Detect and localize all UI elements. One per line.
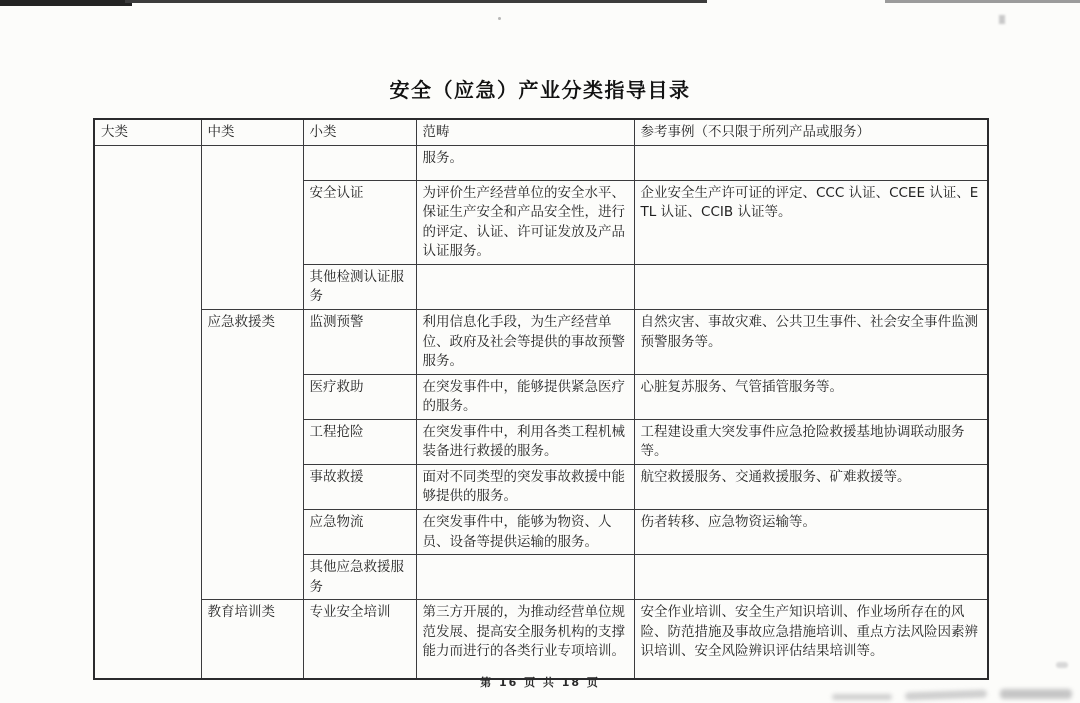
cell-scope: 面对不同类型的突发事故救援中能够提供的服务。 — [416, 464, 634, 509]
table-row — [94, 309, 988, 374]
page-number-footer: 第 16 页 共 18 页 — [480, 676, 600, 689]
cell-subcategory: 其他检测认证服务 — [303, 264, 416, 309]
cell-subcategory — [303, 145, 416, 180]
cell-scope — [416, 555, 634, 600]
page-title: 安全（应急）产业分类指导目录 — [389, 78, 691, 102]
scan-artifact-mark — [999, 15, 1005, 24]
cell-middle-category: 应急救援类 — [201, 309, 303, 599]
cell-examples: 自然灾害、事故灾难、公共卫生事件、社会安全事件监测预警服务等。 — [634, 309, 988, 374]
scan-artifact-top-band — [0, 0, 132, 6]
cell-scope: 第三方开展的，为推动经营单位规范发展、提高安全服务机构的支撑能力而进行的各类行业专项培训。 — [416, 600, 634, 679]
scan-artifact-smudge — [1056, 662, 1068, 668]
cell-scope: 为评价生产经营单位的安全水平、保证生产安全和产品安全性，进行的评定、认证、许可证发放及产品认证服务。 — [416, 180, 634, 264]
header-cell-major-category: 大类 — [94, 119, 201, 145]
cell-subcategory: 医疗救助 — [303, 374, 416, 419]
cell-scope: 利用信息化手段，为生产经营单位、政府及社会等提供的事故预警服务。 — [416, 309, 634, 374]
cell-subcategory: 事故救援 — [303, 464, 416, 509]
cell-examples: 安全作业培训、安全生产知识培训、作业场所存在的风险、防范措施及事故应急措施培训、重点方法风险因素辨识培训、安全风险辨识评估结果培训等。 — [634, 600, 988, 679]
cell-middle-category — [201, 145, 303, 309]
scan-artifact-dot — [498, 17, 501, 20]
cell-subcategory: 安全认证 — [303, 180, 416, 264]
cell-scope: 服务。 — [416, 145, 634, 180]
cell-scope: 在突发事件中，能够为物资、人员、设备等提供运输的服务。 — [416, 510, 634, 555]
cell-examples: 心脏复苏服务、气管插管服务等。 — [634, 374, 988, 419]
classification-table — [93, 118, 989, 680]
cell-subcategory: 监测预警 — [303, 309, 416, 374]
cell-major-category — [94, 145, 201, 679]
cell-examples — [634, 145, 988, 180]
header-cell-subcategory: 小类 — [303, 119, 416, 145]
cell-middle-category: 教育培训类 — [201, 600, 303, 679]
cell-scope — [416, 264, 634, 309]
cell-subcategory: 工程抢险 — [303, 419, 416, 464]
header-cell-middle-category: 中类 — [201, 119, 303, 145]
cell-examples: 工程建设重大突发事件应急抢险救援基地协调联动服务等。 — [634, 419, 988, 464]
cell-examples: 航空救援服务、交通救援服务、矿难救援等。 — [634, 464, 988, 509]
cell-examples: 伤者转移、应急物资运输等。 — [634, 510, 988, 555]
header-cell-examples: 参考事例（不只限于所列产品或服务） — [634, 119, 988, 145]
cell-scope: 在突发事件中，利用各类工程机械装备进行救援的服务。 — [416, 419, 634, 464]
cell-subcategory: 其他应急救援服务 — [303, 555, 416, 600]
cell-examples: 企业安全生产许可证的评定、CCC 认证、CCEE 认证、ETL 认证、CCIB 认证等。 — [634, 180, 988, 264]
cell-subcategory: 专业安全培训 — [303, 600, 416, 679]
table-header-row — [94, 119, 988, 145]
scan-artifact-smudge — [1000, 689, 1072, 699]
table-row — [94, 145, 988, 180]
scan-artifact-smudge — [905, 690, 987, 701]
scan-artifact-top-band — [125, 0, 707, 3]
cell-scope: 在突发事件中，能够提供紧急医疗的服务。 — [416, 374, 634, 419]
cell-examples — [634, 264, 988, 309]
scan-artifact-smudge — [832, 694, 892, 700]
table-row — [94, 600, 988, 679]
header-cell-scope: 范畴 — [416, 119, 634, 145]
cell-subcategory: 应急物流 — [303, 510, 416, 555]
cell-examples — [634, 555, 988, 600]
scan-artifact-top-band — [885, 0, 1080, 3]
